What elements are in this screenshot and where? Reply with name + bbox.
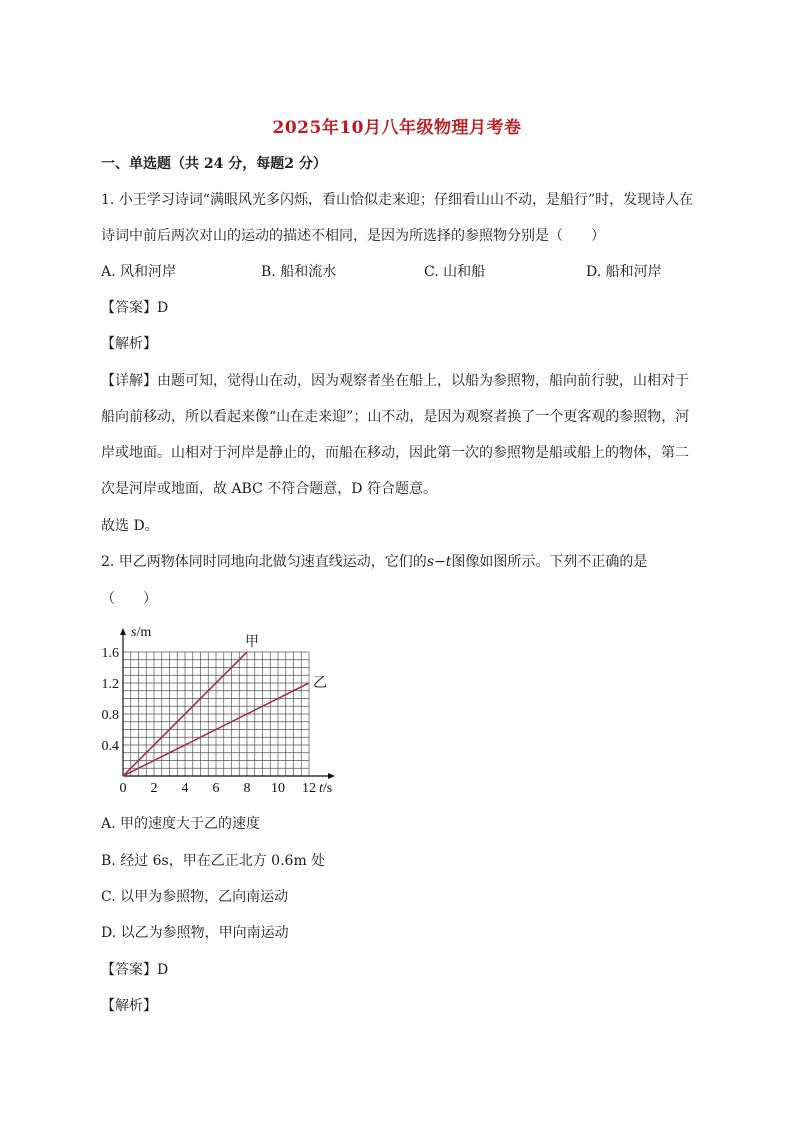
q2-option-b: B. 经过 6s，甲在乙正北方 0.6m 处 [101,853,326,869]
section-header: 一、单选题（共 24 分，每题2 分） [101,156,327,172]
x-tick-label: 2 [150,781,158,796]
q2-option-a: A. 甲的速度大于乙的速度 [101,816,261,832]
q1-detail-line2: 船向前移动，所以看起来像“山在走来迎”；山不动，是因为观察者换了一个更客观的参照物，河 [101,409,690,425]
x-tick-label: 12 [302,781,316,796]
q2-stem-st: s−t [426,554,452,570]
x-tick-label: 10 [271,781,285,796]
st-graph [96,620,366,802]
x-axis-label: t/s [319,781,333,796]
q2-option-c: C. 以甲为参照物，乙向南运动 [101,889,289,905]
x-axis-arrow [328,773,335,779]
q2-analysis-label: 【解析】 [101,998,157,1014]
y-axis-label: s/m [131,625,152,640]
q1-option-c: C. 山和船 [424,264,486,280]
q2-stem [101,552,647,572]
x-tick-label: 0 [119,781,127,796]
q1-detail-line1: 【详解】由题可知，觉得山在动，因为观察者坐在船上，以船为参照物，船向前行驶，山相对于 [101,373,689,389]
page-title: 2025年10月八年级物理月考卷 [272,118,522,138]
q2-answer: 【答案】D [101,962,169,978]
q2-stem-suffix: 图像如图所示。下列不正确的是 [451,554,648,570]
q1-option-b: B. 船和流水 [261,264,337,280]
series-label-2: 乙 [313,676,327,691]
q1-stem-line2: 诗词中前后两次对山的运动的描述不相同，是因为所选择的参照物分别是（ ） [101,228,605,244]
q2-stem-prefix: 2. 甲乙两物体同时同地向北做匀速直线运动，它们的 [101,554,427,570]
x-tick-label: 4 [181,781,189,796]
q1-option-a: A. 风和河岸 [101,264,177,280]
q1-conclusion: 故选 D。 [101,518,159,534]
y-axis-arrow [120,628,126,635]
q1-detail-line3: 岸或地面。山相对于河岸是静止的，而船在移动，因此第一次的参照物是船或船上的物体，第二 [101,445,689,461]
y-tick-label: 0.4 [101,739,119,754]
q1-detail-line4: 次是河岸或地面，故 ABC 不符合题意，D 符合题意。 [101,481,437,497]
q2-option-d: D. 以乙为参照物，甲向南运动 [101,925,289,941]
q2-bracket: （ ） [101,591,157,607]
y-tick-label: 0.8 [101,708,119,723]
q1-analysis-label: 【解析】 [101,336,157,352]
q1-stem-line1: 1. 小王学习诗词“满眼风光多闪烁，看山恰似走来迎；仔细看山山不动，是船行”时，发现诗人在 [101,192,694,208]
x-tick-label: 8 [243,781,251,796]
series-label-1: 甲 [245,635,259,650]
y-tick-label: 1.6 [101,646,119,661]
q1-option-d: D. 船和河岸 [586,264,662,280]
x-tick-label: 6 [212,781,220,796]
q1-answer: 【答案】D [101,300,169,316]
y-tick-label: 1.2 [101,677,119,692]
